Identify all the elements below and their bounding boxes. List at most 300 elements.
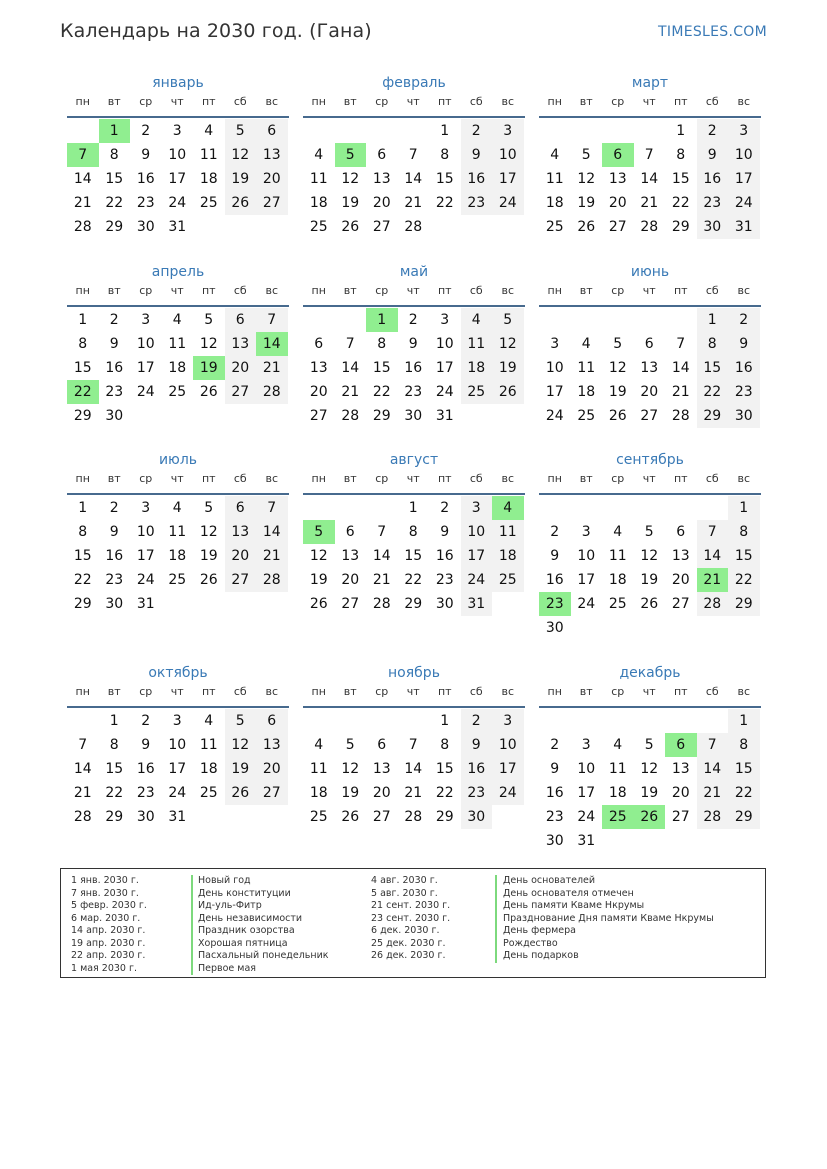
day-cell: 27 bbox=[372, 809, 391, 825]
day-cell: 5 bbox=[225, 119, 257, 143]
legend-bar-left bbox=[191, 875, 193, 975]
day-cell: 10 bbox=[136, 336, 155, 352]
weekday-label: вс bbox=[501, 685, 515, 698]
day-cell: 7 bbox=[67, 143, 99, 167]
day-cell: 23 bbox=[435, 572, 454, 588]
day-cell: 20 bbox=[256, 167, 288, 191]
weekday-label: вс bbox=[265, 95, 279, 108]
weekday-header bbox=[67, 684, 289, 708]
day-cell: 14 bbox=[73, 171, 92, 187]
weekday-label: вт bbox=[107, 685, 121, 698]
month-12 bbox=[539, 662, 761, 853]
day-grid bbox=[303, 118, 525, 239]
day-cell: 22 bbox=[73, 572, 92, 588]
empty-cell bbox=[571, 119, 603, 143]
weekday-label: ср bbox=[611, 284, 625, 297]
empty-cell bbox=[539, 709, 571, 733]
day-cell: 20 bbox=[640, 384, 659, 400]
day-cell: 15 bbox=[435, 761, 454, 777]
day-cell: 7 bbox=[697, 733, 729, 757]
empty-cell bbox=[665, 709, 697, 733]
day-cell: 16 bbox=[728, 356, 760, 380]
day-cell: 22 bbox=[372, 384, 391, 400]
day-cell: 3 bbox=[141, 500, 151, 516]
day-cell: 10 bbox=[492, 733, 524, 757]
day-cell: 23 bbox=[105, 572, 124, 588]
legend-holiday-name: Празднование Дня памяти Кваме Нкрумы bbox=[503, 912, 714, 924]
day-grid bbox=[67, 118, 289, 239]
month-5 bbox=[303, 261, 525, 428]
empty-cell bbox=[366, 119, 398, 143]
legend-holiday-name: Хорошая пятница bbox=[198, 937, 288, 949]
day-cell: 26 bbox=[341, 219, 360, 235]
weekday-header bbox=[539, 283, 761, 307]
day-cell: 22 bbox=[728, 568, 760, 592]
day-grid bbox=[303, 307, 525, 428]
empty-cell bbox=[193, 215, 225, 239]
weekday-label: пт bbox=[673, 284, 688, 297]
day-cell: 2 bbox=[461, 119, 493, 143]
day-cell: 12 bbox=[608, 360, 627, 376]
day-cell: 21 bbox=[697, 568, 729, 592]
day-cell: 4 bbox=[204, 713, 214, 729]
weekday-label: вт bbox=[579, 685, 593, 698]
day-cell: 24 bbox=[168, 195, 187, 211]
weekday-header bbox=[303, 684, 525, 708]
weekday-label: пт bbox=[201, 685, 216, 698]
day-cell: 24 bbox=[577, 809, 596, 825]
day-cell: 21 bbox=[372, 572, 391, 588]
month-name: апрель bbox=[151, 264, 205, 280]
weekday-label: чт bbox=[406, 95, 420, 108]
day-cell: 27 bbox=[671, 596, 690, 612]
weekday-label: пн bbox=[75, 284, 90, 297]
day-cell: 4 bbox=[581, 336, 591, 352]
empty-cell bbox=[665, 496, 697, 520]
day-cell: 30 bbox=[461, 805, 493, 829]
day-cell: 12 bbox=[199, 524, 218, 540]
day-cell: 1 bbox=[109, 713, 119, 729]
day-cell: 8 bbox=[109, 147, 119, 163]
day-cell: 31 bbox=[435, 408, 454, 424]
day-cell: 20 bbox=[671, 785, 690, 801]
empty-cell bbox=[539, 496, 571, 520]
day-cell: 14 bbox=[341, 360, 360, 376]
day-cell: 5 bbox=[335, 143, 367, 167]
day-cell: 7 bbox=[644, 147, 654, 163]
day-cell: 30 bbox=[728, 404, 760, 428]
weekday-label: сб bbox=[469, 95, 483, 108]
weekday-label: вт bbox=[107, 284, 121, 297]
day-cell: 15 bbox=[372, 360, 391, 376]
weekday-label: чт bbox=[170, 284, 184, 297]
empty-cell bbox=[193, 592, 225, 616]
weekday-label: чт bbox=[642, 472, 656, 485]
weekday-label: вс bbox=[501, 284, 515, 297]
day-cell: 9 bbox=[728, 332, 760, 356]
day-cell: 12 bbox=[199, 336, 218, 352]
empty-cell bbox=[492, 592, 524, 616]
day-cell: 5 bbox=[204, 500, 214, 516]
empty-cell bbox=[461, 215, 493, 239]
day-cell: 17 bbox=[545, 384, 564, 400]
day-cell: 28 bbox=[697, 592, 729, 616]
day-cell: 17 bbox=[168, 761, 187, 777]
month-9 bbox=[539, 449, 761, 640]
day-cell: 6 bbox=[676, 524, 686, 540]
day-cell: 21 bbox=[404, 195, 423, 211]
day-cell: 6 bbox=[314, 336, 324, 352]
day-grid bbox=[303, 495, 525, 616]
day-cell: 18 bbox=[577, 384, 596, 400]
day-cell: 7 bbox=[377, 524, 387, 540]
day-cell: 23 bbox=[105, 384, 124, 400]
weekday-label: вс bbox=[265, 284, 279, 297]
empty-cell bbox=[697, 709, 729, 733]
day-cell: 4 bbox=[172, 500, 182, 516]
day-cell: 26 bbox=[577, 219, 596, 235]
day-cell: 15 bbox=[105, 761, 124, 777]
weekday-label: сб bbox=[705, 685, 719, 698]
day-cell: 24 bbox=[461, 568, 493, 592]
weekday-label: вт bbox=[343, 284, 357, 297]
day-cell: 5 bbox=[492, 308, 524, 332]
day-cell: 28 bbox=[256, 380, 288, 404]
day-cell: 18 bbox=[608, 572, 627, 588]
weekday-label: вт bbox=[579, 95, 593, 108]
empty-cell bbox=[366, 496, 398, 520]
empty-cell bbox=[225, 215, 257, 239]
day-cell: 15 bbox=[404, 548, 423, 564]
day-cell: 22 bbox=[67, 380, 99, 404]
holiday-legend bbox=[60, 868, 766, 978]
day-cell: 23 bbox=[404, 384, 423, 400]
day-cell: 15 bbox=[435, 171, 454, 187]
empty-cell bbox=[602, 709, 634, 733]
day-cell: 30 bbox=[136, 809, 155, 825]
month-name: июнь bbox=[630, 264, 670, 280]
empty-cell bbox=[335, 308, 367, 332]
day-cell: 2 bbox=[141, 713, 151, 729]
day-cell: 28 bbox=[372, 596, 391, 612]
day-cell: 18 bbox=[608, 785, 627, 801]
day-cell: 19 bbox=[640, 572, 659, 588]
day-cell: 2 bbox=[550, 737, 560, 753]
legend-date: 1 мая 2030 г. bbox=[71, 962, 137, 974]
day-cell: 28 bbox=[404, 809, 423, 825]
day-cell: 29 bbox=[728, 805, 760, 829]
weekday-label: пн bbox=[547, 472, 562, 485]
weekday-header bbox=[67, 471, 289, 495]
empty-cell bbox=[193, 805, 225, 829]
day-cell: 16 bbox=[105, 360, 124, 376]
month-name: март bbox=[631, 75, 669, 91]
weekday-label: вс bbox=[737, 685, 751, 698]
day-cell: 29 bbox=[435, 809, 454, 825]
day-cell: 11 bbox=[577, 360, 596, 376]
day-cell: 8 bbox=[78, 524, 88, 540]
day-cell: 17 bbox=[728, 167, 760, 191]
day-cell: 3 bbox=[581, 737, 591, 753]
day-cell: 18 bbox=[545, 195, 564, 211]
weekday-label: сб bbox=[233, 472, 247, 485]
day-cell: 31 bbox=[136, 596, 155, 612]
legend-date: 14 апр. 2030 г. bbox=[71, 925, 146, 936]
empty-cell bbox=[492, 805, 524, 829]
empty-cell bbox=[67, 709, 99, 733]
day-cell: 10 bbox=[728, 143, 760, 167]
empty-cell bbox=[303, 709, 335, 733]
legend-holiday-name: День подарков bbox=[503, 950, 579, 961]
day-cell: 12 bbox=[225, 143, 257, 167]
day-cell: 20 bbox=[341, 572, 360, 588]
day-cell: 28 bbox=[73, 219, 92, 235]
weekday-label: чт bbox=[642, 95, 656, 108]
day-cell: 16 bbox=[461, 757, 493, 781]
day-cell: 11 bbox=[492, 520, 524, 544]
day-cell: 17 bbox=[577, 572, 596, 588]
weekday-label: пт bbox=[437, 95, 452, 108]
empty-cell bbox=[130, 404, 162, 428]
day-cell: 3 bbox=[172, 123, 182, 139]
day-cell: 10 bbox=[136, 524, 155, 540]
empty-cell bbox=[256, 404, 288, 428]
empty-cell bbox=[256, 215, 288, 239]
day-cell: 23 bbox=[697, 191, 729, 215]
day-cell: 10 bbox=[545, 360, 564, 376]
day-cell: 28 bbox=[73, 809, 92, 825]
day-cell: 9 bbox=[461, 733, 493, 757]
day-cell: 25 bbox=[199, 195, 218, 211]
day-cell: 6 bbox=[665, 733, 697, 757]
day-cell: 26 bbox=[608, 408, 627, 424]
day-cell: 14 bbox=[640, 171, 659, 187]
day-cell: 30 bbox=[404, 408, 423, 424]
day-cell: 11 bbox=[309, 761, 328, 777]
weekday-label: ср bbox=[375, 95, 389, 108]
empty-cell bbox=[697, 616, 729, 640]
day-cell: 3 bbox=[581, 524, 591, 540]
day-cell: 18 bbox=[168, 548, 187, 564]
legend-date: 21 сент. 2030 г. bbox=[371, 900, 451, 911]
day-cell: 28 bbox=[697, 805, 729, 829]
day-cell: 7 bbox=[256, 496, 288, 520]
weekday-label: сб bbox=[233, 685, 247, 698]
day-cell: 20 bbox=[372, 785, 391, 801]
day-cell: 17 bbox=[492, 757, 524, 781]
weekday-label: пт bbox=[201, 284, 216, 297]
day-cell: 27 bbox=[225, 380, 257, 404]
day-cell: 25 bbox=[199, 785, 218, 801]
day-cell: 22 bbox=[435, 195, 454, 211]
month-3 bbox=[539, 72, 761, 239]
weekday-label: пн bbox=[311, 472, 326, 485]
day-cell: 18 bbox=[309, 785, 328, 801]
weekday-label: сб bbox=[469, 685, 483, 698]
day-cell: 27 bbox=[256, 191, 288, 215]
empty-cell bbox=[728, 616, 760, 640]
empty-cell bbox=[602, 308, 634, 332]
day-cell: 29 bbox=[404, 596, 423, 612]
day-cell: 27 bbox=[225, 568, 257, 592]
day-cell: 8 bbox=[728, 520, 760, 544]
day-cell: 5 bbox=[644, 737, 654, 753]
empty-cell bbox=[256, 592, 288, 616]
page-title: Календарь на 2030 год. (Гана) bbox=[60, 20, 372, 42]
day-cell: 29 bbox=[372, 408, 391, 424]
day-cell: 4 bbox=[204, 123, 214, 139]
day-cell: 3 bbox=[440, 312, 450, 328]
empty-cell bbox=[539, 119, 571, 143]
day-cell: 1 bbox=[440, 123, 450, 139]
day-cell: 29 bbox=[105, 809, 124, 825]
empty-cell bbox=[571, 496, 603, 520]
day-cell: 20 bbox=[309, 384, 328, 400]
legend-holiday-name: День конституции bbox=[198, 887, 291, 899]
day-cell: 12 bbox=[492, 332, 524, 356]
month-8 bbox=[303, 449, 525, 616]
day-cell: 23 bbox=[545, 809, 564, 825]
day-cell: 2 bbox=[141, 123, 151, 139]
day-cell: 9 bbox=[440, 524, 450, 540]
day-cell: 22 bbox=[697, 380, 729, 404]
weekday-label: вс bbox=[265, 472, 279, 485]
empty-cell bbox=[665, 308, 697, 332]
day-cell: 15 bbox=[73, 360, 92, 376]
weekday-header bbox=[67, 283, 289, 307]
weekday-header bbox=[539, 684, 761, 708]
weekday-header bbox=[303, 94, 525, 118]
day-cell: 24 bbox=[492, 781, 524, 805]
day-cell: 14 bbox=[404, 761, 423, 777]
legend-date: 19 апр. 2030 г. bbox=[71, 937, 146, 949]
day-cell: 2 bbox=[461, 709, 493, 733]
day-cell: 2 bbox=[550, 524, 560, 540]
weekday-label: пн bbox=[311, 284, 326, 297]
weekday-label: сб bbox=[233, 284, 247, 297]
day-cell: 5 bbox=[345, 737, 355, 753]
day-cell: 25 bbox=[577, 408, 596, 424]
empty-cell bbox=[335, 496, 367, 520]
day-cell: 4 bbox=[613, 524, 623, 540]
day-cell: 22 bbox=[435, 785, 454, 801]
weekday-label: сб bbox=[469, 284, 483, 297]
day-cell: 3 bbox=[492, 119, 524, 143]
day-cell: 15 bbox=[671, 171, 690, 187]
month-name: январь bbox=[152, 75, 204, 91]
day-cell: 8 bbox=[408, 524, 418, 540]
legend-names-left bbox=[198, 875, 329, 975]
weekday-label: пт bbox=[437, 472, 452, 485]
weekday-label: сб bbox=[705, 284, 719, 297]
legend-dates-left bbox=[71, 875, 147, 975]
empty-cell bbox=[162, 592, 194, 616]
day-cell: 3 bbox=[492, 709, 524, 733]
site-link[interactable]: TIMESLES.COM bbox=[658, 24, 767, 40]
day-cell: 4 bbox=[314, 147, 324, 163]
weekday-label: ср bbox=[139, 95, 153, 108]
day-cell: 24 bbox=[728, 191, 760, 215]
day-cell: 26 bbox=[492, 380, 524, 404]
day-cell: 21 bbox=[73, 785, 92, 801]
month-name: сентябрь bbox=[616, 452, 684, 468]
day-cell: 22 bbox=[105, 785, 124, 801]
day-cell: 26 bbox=[341, 809, 360, 825]
day-cell: 9 bbox=[141, 737, 151, 753]
weekday-label: вс bbox=[265, 685, 279, 698]
month-11 bbox=[303, 662, 525, 829]
legend-date: 5 февр. 2030 г. bbox=[71, 900, 147, 911]
legend-date: 25 дек. 2030 г. bbox=[371, 937, 446, 949]
day-cell: 25 bbox=[608, 596, 627, 612]
day-cell: 30 bbox=[545, 620, 564, 636]
day-cell: 1 bbox=[676, 123, 686, 139]
day-cell: 12 bbox=[577, 171, 596, 187]
empty-cell bbox=[225, 592, 257, 616]
legend-date: 6 мар. 2030 г. bbox=[71, 912, 141, 924]
day-cell: 8 bbox=[676, 147, 686, 163]
day-cell: 11 bbox=[309, 171, 328, 187]
day-cell: 2 bbox=[697, 119, 729, 143]
empty-cell bbox=[335, 709, 367, 733]
legend-date: 4 авг. 2030 г. bbox=[371, 875, 438, 886]
weekday-label: вс bbox=[737, 284, 751, 297]
day-cell: 16 bbox=[136, 171, 155, 187]
weekday-label: пт bbox=[437, 685, 452, 698]
day-cell: 29 bbox=[728, 592, 760, 616]
day-cell: 11 bbox=[168, 336, 187, 352]
weekday-header bbox=[303, 471, 525, 495]
day-cell: 26 bbox=[225, 191, 257, 215]
day-cell: 6 bbox=[225, 308, 257, 332]
day-cell: 15 bbox=[697, 356, 729, 380]
day-cell: 9 bbox=[550, 548, 560, 564]
empty-cell bbox=[461, 404, 493, 428]
empty-cell bbox=[225, 404, 257, 428]
weekday-label: сб bbox=[705, 95, 719, 108]
day-cell: 12 bbox=[341, 171, 360, 187]
day-cell: 17 bbox=[136, 548, 155, 564]
empty-cell bbox=[634, 709, 666, 733]
day-cell: 3 bbox=[141, 312, 151, 328]
day-cell: 3 bbox=[550, 336, 560, 352]
weekday-label: ср bbox=[375, 284, 389, 297]
day-cell: 10 bbox=[492, 143, 524, 167]
day-grid bbox=[539, 118, 761, 239]
day-cell: 14 bbox=[256, 520, 288, 544]
legend-holiday-name: Новый год bbox=[198, 875, 251, 886]
weekday-label: пн bbox=[311, 95, 326, 108]
day-cell: 17 bbox=[492, 167, 524, 191]
day-cell: 7 bbox=[345, 336, 355, 352]
day-cell: 19 bbox=[640, 785, 659, 801]
empty-cell bbox=[602, 496, 634, 520]
day-cell: 18 bbox=[461, 356, 493, 380]
day-cell: 1 bbox=[440, 713, 450, 729]
day-cell: 16 bbox=[545, 785, 564, 801]
day-cell: 6 bbox=[345, 524, 355, 540]
day-grid bbox=[67, 495, 289, 616]
day-cell: 27 bbox=[309, 408, 328, 424]
day-cell: 8 bbox=[728, 733, 760, 757]
day-cell: 5 bbox=[204, 312, 214, 328]
day-cell: 16 bbox=[435, 548, 454, 564]
day-cell: 2 bbox=[408, 312, 418, 328]
day-cell: 30 bbox=[136, 219, 155, 235]
day-cell: 27 bbox=[671, 809, 690, 825]
weekday-label: пт bbox=[201, 472, 216, 485]
empty-cell bbox=[602, 119, 634, 143]
